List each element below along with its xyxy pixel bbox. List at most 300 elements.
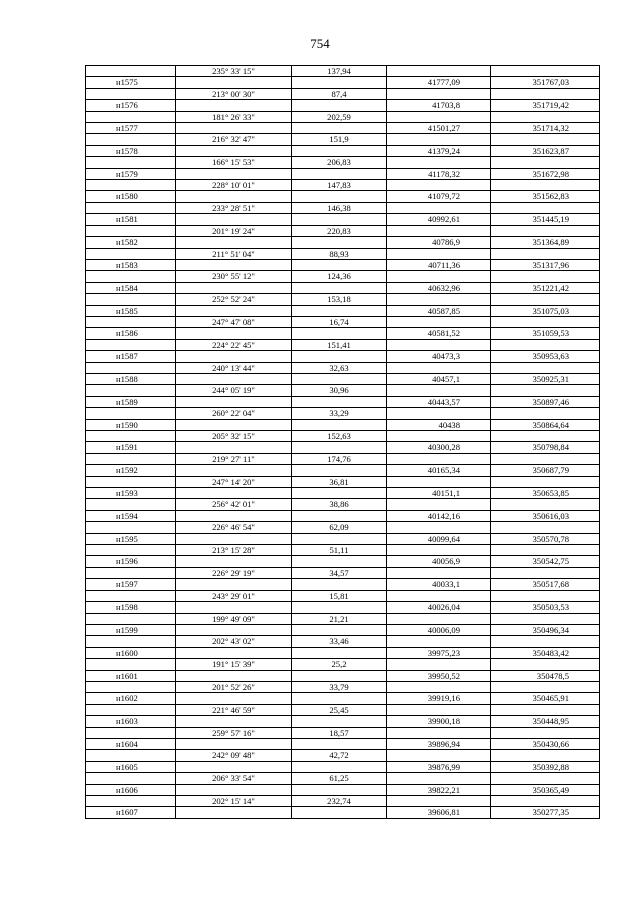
point-name-cell: н1581 [86, 214, 176, 225]
x-coord-cell [387, 180, 491, 191]
angle-cell: 213° 00' 30" [176, 88, 292, 99]
angle-cell [176, 259, 292, 270]
point-name-cell: н1596 [86, 556, 176, 567]
point-name-cell [86, 545, 176, 556]
point-name-cell: н1584 [86, 282, 176, 293]
point-name-cell: н1585 [86, 305, 176, 316]
angle-cell: 221° 46' 59" [176, 704, 292, 715]
distance-cell [292, 716, 387, 727]
point-name-cell [86, 522, 176, 533]
point-row [86, 807, 600, 818]
point-name-cell: н1595 [86, 533, 176, 544]
y-coord-cell [491, 111, 600, 122]
distance-cell: 220,83 [292, 225, 387, 236]
x-coord-cell [387, 590, 491, 601]
point-name-cell: н1586 [86, 328, 176, 339]
segment-row [86, 225, 600, 236]
segment-row [86, 88, 600, 99]
distance-cell [292, 647, 387, 658]
x-coord-cell [387, 727, 491, 738]
y-coord-cell: 350570,78 [491, 533, 600, 544]
point-row [86, 761, 600, 772]
distance-cell: 61,25 [292, 773, 387, 784]
y-coord-cell [491, 248, 600, 259]
y-coord-cell [491, 453, 600, 464]
distance-cell: 33,46 [292, 636, 387, 647]
point-name-cell [86, 408, 176, 419]
angle-cell [176, 145, 292, 156]
y-coord-cell: 350517,68 [491, 579, 600, 590]
angle-cell [176, 419, 292, 430]
angle-cell [176, 807, 292, 818]
y-coord-cell [491, 727, 600, 738]
distance-cell [292, 556, 387, 567]
y-coord-cell [491, 362, 600, 373]
x-coord-cell [387, 225, 491, 236]
angle-cell [176, 100, 292, 111]
x-coord-cell: 40033,1 [387, 579, 491, 590]
angle-cell: 199° 49' 09" [176, 613, 292, 624]
point-name-cell: н1588 [86, 373, 176, 384]
x-coord-cell: 41777,09 [387, 77, 491, 88]
point-name-cell: н1593 [86, 488, 176, 499]
segment-row [86, 316, 600, 327]
segment-row [86, 385, 600, 396]
angle-cell: 247° 14' 20" [176, 476, 292, 487]
segment-row [86, 180, 600, 191]
point-name-cell: н1603 [86, 716, 176, 727]
x-coord-cell: 40473,3 [387, 351, 491, 362]
segment-row [86, 134, 600, 145]
y-coord-cell: 350653,85 [491, 488, 600, 499]
point-name-cell: н1606 [86, 784, 176, 795]
point-name-cell: н1600 [86, 647, 176, 658]
y-coord-cell: 350864,64 [491, 419, 600, 430]
x-coord-cell [387, 362, 491, 373]
y-coord-cell: 350503,53 [491, 602, 600, 613]
angle-cell [176, 237, 292, 248]
angle-cell: 240° 13' 44" [176, 362, 292, 373]
x-coord-cell: 40006,09 [387, 624, 491, 635]
distance-cell [292, 510, 387, 521]
angle-cell [176, 579, 292, 590]
x-coord-cell: 39896,94 [387, 738, 491, 749]
segment-row [86, 453, 600, 464]
angle-cell [176, 533, 292, 544]
distance-cell [292, 168, 387, 179]
point-row [86, 351, 600, 362]
x-coord-cell: 40457,1 [387, 373, 491, 384]
point-row [86, 533, 600, 544]
point-name-cell [86, 567, 176, 578]
point-name-cell [86, 431, 176, 442]
point-name-cell: н1576 [86, 100, 176, 111]
coordinates-table [85, 65, 600, 819]
point-name-cell [86, 476, 176, 487]
y-coord-cell [491, 613, 600, 624]
point-name-cell [86, 294, 176, 305]
distance-cell: 174,76 [292, 453, 387, 464]
angle-cell: 228° 10' 01" [176, 180, 292, 191]
y-coord-cell [491, 796, 600, 807]
x-coord-cell: 40587,85 [387, 305, 491, 316]
x-coord-cell [387, 476, 491, 487]
point-row [86, 373, 600, 384]
point-name-cell [86, 316, 176, 327]
point-name-cell: н1599 [86, 624, 176, 635]
angle-cell [176, 396, 292, 407]
segment-row [86, 522, 600, 533]
point-name-cell [86, 796, 176, 807]
angle-cell: 235° 33' 15" [176, 66, 292, 77]
distance-cell: 151,9 [292, 134, 387, 145]
angle-cell: 216° 32' 47" [176, 134, 292, 145]
y-coord-cell: 350616,03 [491, 510, 600, 521]
distance-cell [292, 328, 387, 339]
point-name-cell: н1582 [86, 237, 176, 248]
point-name-cell [86, 453, 176, 464]
distance-cell [292, 373, 387, 384]
distance-cell [292, 145, 387, 156]
point-row [86, 191, 600, 202]
x-coord-cell: 40632,96 [387, 282, 491, 293]
point-name-cell: н1587 [86, 351, 176, 362]
angle-cell: 191° 15' 39" [176, 659, 292, 670]
x-coord-cell [387, 294, 491, 305]
point-name-cell: н1578 [86, 145, 176, 156]
segment-row [86, 202, 600, 213]
angle-cell: 211° 51' 04" [176, 248, 292, 259]
point-row [86, 716, 600, 727]
angle-cell: 206° 33' 54" [176, 773, 292, 784]
angle-cell [176, 784, 292, 795]
point-name-cell [86, 636, 176, 647]
point-row [86, 396, 600, 407]
x-coord-cell: 40711,36 [387, 259, 491, 270]
point-row [86, 214, 600, 225]
y-coord-cell [491, 88, 600, 99]
x-coord-cell: 40056,9 [387, 556, 491, 567]
point-name-cell: н1602 [86, 693, 176, 704]
angle-cell [176, 647, 292, 658]
distance-cell: 30,96 [292, 385, 387, 396]
x-coord-cell [387, 453, 491, 464]
angle-cell [176, 761, 292, 772]
angle-cell: 166° 15' 53" [176, 157, 292, 168]
x-coord-cell: 40165,34 [387, 465, 491, 476]
distance-cell [292, 533, 387, 544]
angle-cell [176, 77, 292, 88]
point-name-cell [86, 271, 176, 282]
distance-cell [292, 305, 387, 316]
x-coord-cell [387, 704, 491, 715]
y-coord-cell [491, 659, 600, 670]
angle-cell: 205° 32' 15" [176, 431, 292, 442]
angle-cell: 256° 42' 01" [176, 499, 292, 510]
distance-cell: 25,45 [292, 704, 387, 715]
x-coord-cell [387, 613, 491, 624]
y-coord-cell [491, 567, 600, 578]
angle-cell: 226° 46' 54" [176, 522, 292, 533]
angle-cell [176, 602, 292, 613]
segment-row [86, 248, 600, 259]
point-row [86, 123, 600, 134]
distance-cell [292, 100, 387, 111]
y-coord-cell [491, 271, 600, 282]
x-coord-cell [387, 111, 491, 122]
x-coord-cell [387, 499, 491, 510]
segment-row [86, 111, 600, 122]
distance-cell: 137,94 [292, 66, 387, 77]
point-row [86, 77, 600, 88]
point-name-cell [86, 681, 176, 692]
angle-cell [176, 191, 292, 202]
distance-cell [292, 738, 387, 749]
x-coord-cell: 41703,8 [387, 100, 491, 111]
distance-cell [292, 624, 387, 635]
distance-cell [292, 214, 387, 225]
x-coord-cell: 40581,52 [387, 328, 491, 339]
angle-cell [176, 716, 292, 727]
point-row [86, 465, 600, 476]
point-name-cell [86, 750, 176, 761]
x-coord-cell: 39822,21 [387, 784, 491, 795]
distance-cell: 21,21 [292, 613, 387, 624]
point-name-cell: н1607 [86, 807, 176, 818]
y-coord-cell [491, 134, 600, 145]
angle-cell: 260° 22' 04" [176, 408, 292, 419]
distance-cell [292, 442, 387, 453]
point-row [86, 237, 600, 248]
point-row [86, 556, 600, 567]
y-coord-cell [491, 522, 600, 533]
angle-cell [176, 305, 292, 316]
point-name-cell [86, 385, 176, 396]
x-coord-cell [387, 545, 491, 556]
angle-cell [176, 442, 292, 453]
distance-cell [292, 670, 387, 681]
y-coord-cell: 350448,95 [491, 716, 600, 727]
y-coord-cell [491, 773, 600, 784]
angle-cell: 201° 19' 24" [176, 225, 292, 236]
x-coord-cell [387, 339, 491, 350]
distance-cell: 34,57 [292, 567, 387, 578]
x-coord-cell [387, 750, 491, 761]
angle-cell [176, 510, 292, 521]
distance-cell: 32,63 [292, 362, 387, 373]
point-row [86, 168, 600, 179]
angle-cell: 226° 29' 19" [176, 567, 292, 578]
y-coord-cell [491, 499, 600, 510]
x-coord-cell: 39900,18 [387, 716, 491, 727]
distance-cell [292, 191, 387, 202]
distance-cell [292, 693, 387, 704]
distance-cell: 38,86 [292, 499, 387, 510]
x-coord-cell [387, 773, 491, 784]
point-row [86, 442, 600, 453]
y-coord-cell [491, 66, 600, 77]
distance-cell [292, 465, 387, 476]
x-coord-cell: 41501,27 [387, 123, 491, 134]
distance-cell [292, 237, 387, 248]
distance-cell [292, 602, 387, 613]
point-name-cell: н1598 [86, 602, 176, 613]
distance-cell: 15,81 [292, 590, 387, 601]
distance-cell: 25,2 [292, 659, 387, 670]
y-coord-cell: 350953,63 [491, 351, 600, 362]
distance-cell: 33,29 [292, 408, 387, 419]
y-coord-cell [491, 339, 600, 350]
y-coord-cell [491, 704, 600, 715]
point-row [86, 784, 600, 795]
point-name-cell: н1590 [86, 419, 176, 430]
y-coord-cell: 350465,91 [491, 693, 600, 704]
distance-cell: 202,59 [292, 111, 387, 122]
angle-cell: 233° 28' 51" [176, 202, 292, 213]
point-name-cell: н1579 [86, 168, 176, 179]
segment-row [86, 567, 600, 578]
distance-cell [292, 784, 387, 795]
distance-cell: 124,36 [292, 271, 387, 282]
x-coord-cell [387, 636, 491, 647]
x-coord-cell: 39950,52 [387, 670, 491, 681]
y-coord-cell [491, 545, 600, 556]
point-row [86, 488, 600, 499]
angle-cell [176, 624, 292, 635]
x-coord-cell [387, 157, 491, 168]
x-coord-cell [387, 522, 491, 533]
point-row [86, 670, 600, 681]
y-coord-cell: 350496,34 [491, 624, 600, 635]
y-coord-cell: 351672,98 [491, 168, 600, 179]
angle-cell [176, 488, 292, 499]
x-coord-cell: 40026,04 [387, 602, 491, 613]
y-coord-cell: 350542,75 [491, 556, 600, 567]
angle-cell [176, 373, 292, 384]
y-coord-cell: 350925,31 [491, 373, 600, 384]
angle-cell: 242° 09' 48" [176, 750, 292, 761]
x-coord-cell: 41079,72 [387, 191, 491, 202]
distance-cell: 153,18 [292, 294, 387, 305]
segment-row [86, 431, 600, 442]
distance-cell [292, 419, 387, 430]
angle-cell: 252° 52' 24" [176, 294, 292, 305]
point-name-cell [86, 590, 176, 601]
point-row [86, 328, 600, 339]
point-row [86, 579, 600, 590]
point-name-cell [86, 339, 176, 350]
distance-cell: 206,83 [292, 157, 387, 168]
point-row [86, 510, 600, 521]
segment-row [86, 750, 600, 761]
point-row [86, 100, 600, 111]
point-name-cell: н1591 [86, 442, 176, 453]
y-coord-cell [491, 294, 600, 305]
point-name-cell [86, 704, 176, 715]
distance-cell [292, 396, 387, 407]
point-name-cell: н1580 [86, 191, 176, 202]
distance-cell: 88,93 [292, 248, 387, 259]
segment-row [86, 476, 600, 487]
x-coord-cell [387, 796, 491, 807]
x-coord-cell: 40992,61 [387, 214, 491, 225]
point-row [86, 145, 600, 156]
y-coord-cell: 350897,46 [491, 396, 600, 407]
x-coord-cell [387, 88, 491, 99]
segment-row [86, 613, 600, 624]
point-row [86, 624, 600, 635]
distance-cell: 62,09 [292, 522, 387, 533]
distance-cell: 18,57 [292, 727, 387, 738]
distance-cell: 16,74 [292, 316, 387, 327]
segment-row [86, 499, 600, 510]
angle-cell [176, 123, 292, 134]
angle-cell: 181° 26' 33" [176, 111, 292, 122]
point-row [86, 305, 600, 316]
distance-cell [292, 761, 387, 772]
x-coord-cell: 40300,28 [387, 442, 491, 453]
x-coord-cell [387, 431, 491, 442]
distance-cell [292, 351, 387, 362]
angle-cell: 230° 55' 12" [176, 271, 292, 282]
segment-row [86, 727, 600, 738]
x-coord-cell [387, 248, 491, 259]
segment-row [86, 796, 600, 807]
y-coord-cell: 350392,88 [491, 761, 600, 772]
angle-cell [176, 556, 292, 567]
distance-cell: 147,83 [292, 180, 387, 191]
segment-row [86, 339, 600, 350]
distance-cell [292, 259, 387, 270]
angle-cell: 244° 05' 19" [176, 385, 292, 396]
distance-cell [292, 579, 387, 590]
point-name-cell: н1583 [86, 259, 176, 270]
y-coord-cell: 350277,35 [491, 807, 600, 818]
x-coord-cell [387, 202, 491, 213]
point-name-cell: н1594 [86, 510, 176, 521]
y-coord-cell [491, 180, 600, 191]
angle-cell [176, 214, 292, 225]
point-row [86, 693, 600, 704]
x-coord-cell: 40786,9 [387, 237, 491, 248]
point-name-cell [86, 88, 176, 99]
point-name-cell [86, 362, 176, 373]
y-coord-cell: 350365,49 [491, 784, 600, 795]
angle-cell [176, 670, 292, 681]
segment-row [86, 294, 600, 305]
distance-cell [292, 807, 387, 818]
y-coord-cell [491, 316, 600, 327]
y-coord-cell [491, 476, 600, 487]
x-coord-cell: 39975,23 [387, 647, 491, 658]
y-coord-cell: 350687,79 [491, 465, 600, 476]
distance-cell: 151,41 [292, 339, 387, 350]
point-name-cell [86, 248, 176, 259]
y-coord-cell [491, 590, 600, 601]
segment-row [86, 362, 600, 373]
angle-cell [176, 693, 292, 704]
x-coord-cell [387, 408, 491, 419]
point-name-cell [86, 773, 176, 784]
distance-cell: 33,79 [292, 681, 387, 692]
distance-cell [292, 123, 387, 134]
point-row [86, 282, 600, 293]
distance-cell [292, 77, 387, 88]
y-coord-cell [491, 408, 600, 419]
x-coord-cell [387, 681, 491, 692]
segment-row [86, 590, 600, 601]
angle-cell: 224° 22' 45" [176, 339, 292, 350]
